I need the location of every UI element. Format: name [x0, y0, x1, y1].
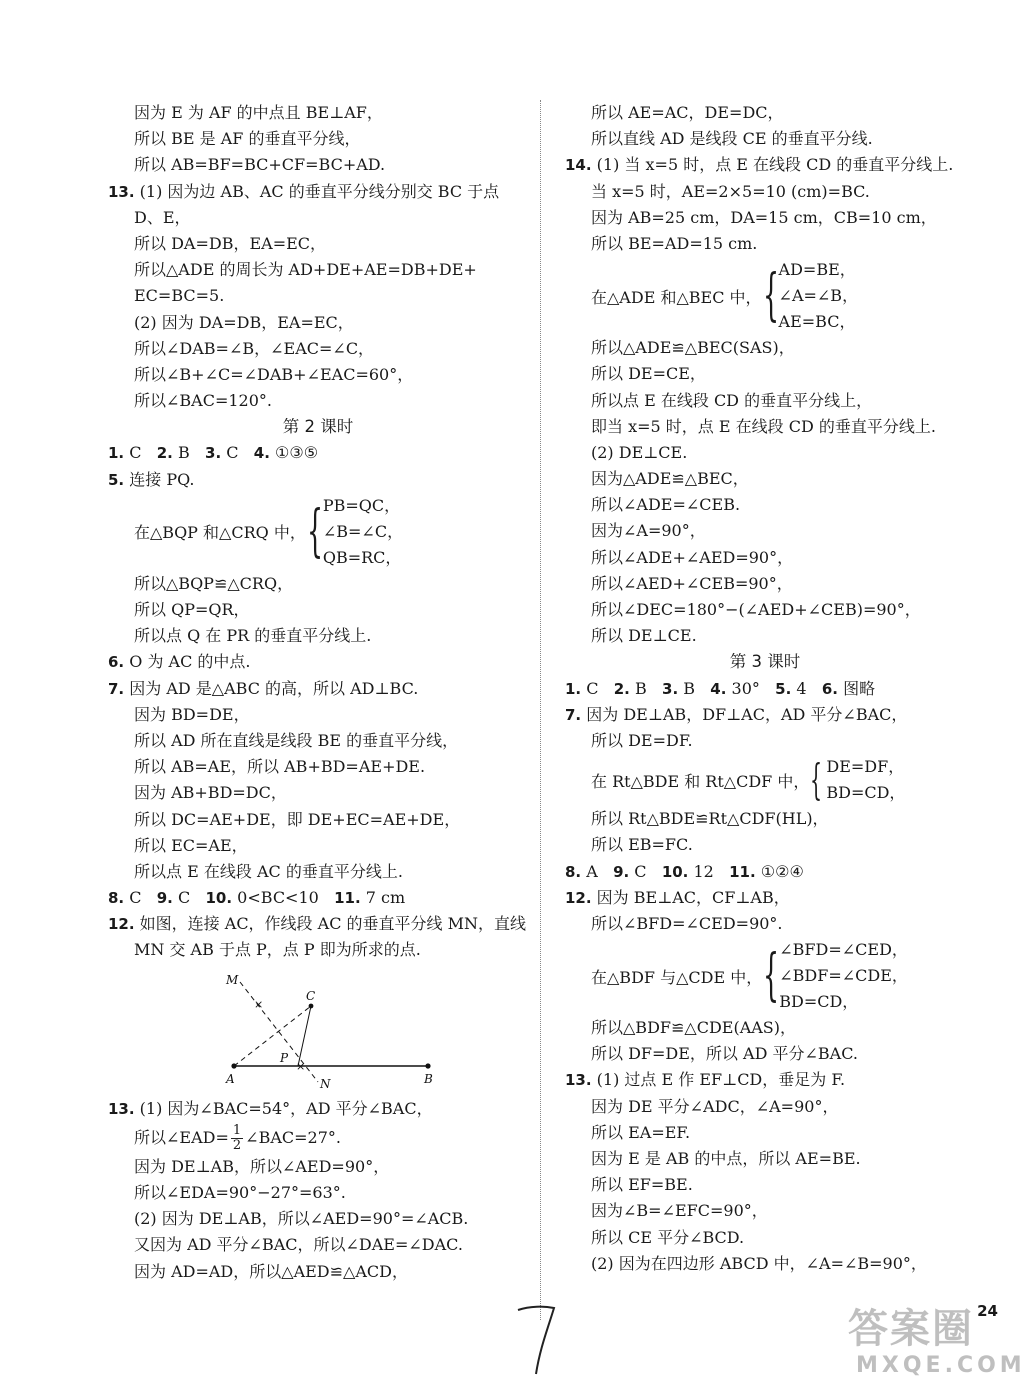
question-7: 7. 因为 AD 是△ABC 的高，所以 AD⊥BC.	[108, 678, 419, 698]
label-n: N	[320, 1076, 331, 1091]
left-top-line: 所以 AB=BF=BC+CF=BC+AD.	[134, 155, 386, 175]
left-top-line: 所以 BE 是 AF 的垂直平分线，	[134, 129, 361, 149]
label-m: M	[226, 972, 239, 987]
point-b	[425, 1063, 430, 1068]
question-13: 13. (1) 因为∠BAC=54°，AD 平分∠BAC，	[108, 1098, 433, 1118]
left-top-lines	[108, 100, 528, 414]
right-top-line: 所以直线 AD 是线段 CE 的垂直平分线.	[591, 129, 873, 149]
right-column: 所以 AE=AC，DE=DC， 所以直线 AD 是线段 CE 的垂直平分线. 14. (1) 当 x=5 时，点 E 在线段 CD 的垂直平分线上. 当 x=5 时，AE=2×5=10 (cm)=BC. 因为 AB=25 cm，DA=15 cm，CB=10 cm， 所以 BE=AD=15 cm. 在△ADE 和△BEC 中， { AD=BE， ∠A=∠B， AE=BC， 所以△ADE≌△BEC(SAS)， 所以 DE=CE， 所以点 E 在线段 CD 的垂直平分线上， 即当 x=5 时，点 E 在线段 CD 的垂直平分线上. (2) DE⊥CE. 因为△ADE≌△BEC， 所以∠ADE=∠CEB. 因为∠A=90°， 所以∠ADE+∠AED=90°， 所以∠AED+∠CEB=90°， 所以∠DEC=180°−(∠AED+∠CEB)=90°， 所以 DE⊥CE. 第 3 课时 1. C 2. B 3. B 4. 30° 5. 4 6. 图略 7. 因为 DE⊥AB，DF⊥AC，AD 平分∠BAC， 所以 DE=DF. 在 Rt△BDE 和 Rt△CDF 中， { DE=DF， BD=CD， 所以 Rt△BDE≌Rt△CDF(HL)， 所以 EB=FC. 8. A 9. C 10. 12 11. ①②④ 12. 因为 BE⊥AC，CF⊥AB， 所以∠BFD=∠CED=90°. 在△BDF 与△CDE 中， { ∠BFD=∠CED， ∠BDF=∠CDE， BD=CD， 所以△BDF≌△CDE(AAS)， 所以 DF=DE，所以 AD 平分∠BAC. 13. (1) 过点 E 作 EF⊥CD，垂足为 F. 因为 DE 平分∠ADC，∠A=90°， 所以 EA=EF. 因为 E 是 AB 的中点，所以 AE=BE. 所以 EF=BE. 因为∠B=∠EFC=90°， 所以 CE 平分∠BCD. (2) 因为在四边形 ABCD 中，∠A=∠B=90°，	[565, 100, 965, 1277]
geometry-figure	[208, 970, 448, 1090]
left-top-line: 13. (1) 因为边 AB、AC 的垂直平分线分别交 BC 于点	[108, 181, 500, 201]
brace-system-bqp-crq: 在△BQP 和△CRQ 中， { PB=QC， ∠B=∠C， QB=RC，	[134, 495, 404, 567]
answer-line-8-11-lesson3: 8. A 9. C 10. 12 11. ①②④	[565, 861, 804, 881]
point-c	[309, 1003, 314, 1008]
label-c: C	[306, 988, 316, 1003]
answer-line-1-6: 1. C 2. B 3. B 4. 30° 5. 4 6. 图略	[565, 678, 876, 698]
cross-mark-2: ×	[296, 1059, 306, 1073]
lesson3-question-7: 7. 因为 DE⊥AB，DF⊥AC，AD 平分∠BAC，	[565, 704, 908, 724]
svg-text:7: 7	[512, 1300, 513, 1301]
brace-system-ade-bec: 在△ADE 和△BEC 中， { AD=BE， ∠A=∠B， AE=BC，	[591, 260, 859, 332]
fraction-line: 所以∠EAD= $\frac{1}{2}$ ∠BAC=27°.	[134, 1122, 341, 1153]
lesson3-question-12: 12. 因为 BE⊥AC，CF⊥AB，	[565, 887, 790, 907]
answer-line-1-4: 1. C 2. B 3. C 4. ①③⑤	[108, 443, 319, 463]
brace-system-bdf-cde: 在△BDF 与△CDE 中， { ∠BFD=∠CED， ∠BDF=∠CDE， BD=CD，	[591, 940, 908, 1012]
answer-line-8-11: 8. C 9. C 10. 0<BC<10 11. 7 cm	[108, 888, 406, 908]
handwritten-mark	[512, 1300, 562, 1380]
column-divider	[540, 100, 541, 1320]
left-top-line: EC=BC=5.	[134, 286, 225, 306]
left-top-line: 所以△ADE 的周长为 AD+DE+AE=DB+DE+	[134, 260, 477, 280]
right-top-line: 所以 BE=AD=15 cm.	[591, 233, 758, 253]
right-top-line: 所以 AE=AC，DE=DC，	[591, 103, 784, 122]
cross-mark-1: ×	[254, 997, 264, 1011]
label-b: B	[424, 1071, 433, 1086]
left-top-line: 所以 DA=DB，EA=EC，	[134, 233, 327, 253]
label-a: A	[226, 1071, 235, 1086]
watermark-logo: 答案圈 MXQE.COM	[848, 1306, 1026, 1378]
page-number: 24	[977, 1302, 998, 1320]
left-column: 因为 E 为 AF 的中点且 BE⊥AF， 所以 BE 是 AF 的垂直平分线， 所以 AB=BF=BC+CF=BC+AD. 13. (1) 因为边 AB、AC 的垂直平分线分别交 BC 于点 D、E， 所以 DA=DB，EA=EC， 所以△ADE 的周长为 AD+DE+AE=DB+DE+ EC=BC=5. (2) 因为 DA=DB，EA=EC， 所以∠DAB=∠B，∠EAC=∠C， 所以∠B+∠C=∠DAB+∠EAC=60°， 所以∠BAC=120°. 第 2 课时 1. C 2. B 3. C 4. ①③⑤ 5. 连接 PQ. 在△BQP 和△CRQ 中， { PB=QC， ∠B=∠C， QB=RC， 所以△BQP≌△CRQ， 所以 QP=QR， 所以点 Q 在 PR 的垂直平分线上. 6. O 为 AC 的中点. 7. 因为 AD 是△ABC 的高，所以 AD⊥BC. 因为 BD=DE， 所以 AD 所在直线是线段 BE 的垂直平分线， 所以 AB=AE，所以 AB+BD=AE+DE. 因为 AB+BD=DC， 所以 DC=AE+DE，即 DE+EC=AE+DE， 所以 EC=AE， 所以点 E 在线段 AC 的垂直平分线上. 8. C 9. C 10. 0<BC<10 11. 7 cm 12. 如图，连接 AC，作线段 AC 的垂直平分线 MN，直线 MN 交 AB 于点 P，点 P 即为所求的点. × × A B C P M N 13. (1) 因为∠BAC=54°，AD 平分∠BAC， 所以∠EAD= $\frac{1}{2}$ ∠BAC=27°. 因为 DE⊥AB，所以∠AED=90°， 所以∠EDA=90°−27°=63°. (2) 因为 DE⊥AB，所以∠AED=90°=∠ACB. 又因为 AD 平分∠BAC，所以∠DAE=∠DAC. 因为 AD=AD，所以△AED≌△ACD，	[108, 100, 528, 1285]
section-title-lesson-3: 第 3 课时	[729, 652, 801, 672]
right-top-lines	[565, 100, 965, 257]
question-12: 12. 如图，连接 AC，作线段 AC 的垂直平分线 MN，直线	[108, 914, 526, 934]
left-top-line: (2) 因为 DA=DB，EA=EC，	[134, 312, 354, 332]
brace-system-bde-cdf: 在 Rt△BDE 和 Rt△CDF 中， { DE=DF， BD=CD，	[591, 755, 906, 805]
right-top-line: 因为 AB=25 cm，DA=15 cm，CB=10 cm，	[591, 207, 937, 227]
right-top-line: 当 x=5 时，AE=2×5=10 (cm)=BC.	[591, 181, 870, 201]
section-title-lesson-2: 第 2 课时	[282, 417, 354, 437]
right-top-line: 14. (1) 当 x=5 时，点 E 在线段 CD 的垂直平分线上.	[565, 155, 954, 175]
left-top-line: D、E，	[134, 207, 191, 227]
point-a	[231, 1063, 236, 1068]
question-5: 5. 连接 PQ.	[108, 469, 195, 489]
label-p: P	[280, 1050, 289, 1065]
lesson3-question-13: 13. (1) 过点 E 作 EF⊥CD，垂足为 F.	[565, 1070, 846, 1090]
left-top-line: 所以∠DAB=∠B，∠EAC=∠C，	[134, 338, 375, 358]
left-top-line: 因为 E 为 AF 的中点且 BE⊥AF，	[134, 103, 383, 122]
left-top-line: 所以∠BAC=120°.	[134, 391, 272, 411]
left-top-line: 所以∠B+∠C=∠DAB+∠EAC=60°，	[134, 364, 414, 384]
question-6: 6. O 为 AC 的中点.	[108, 652, 251, 672]
